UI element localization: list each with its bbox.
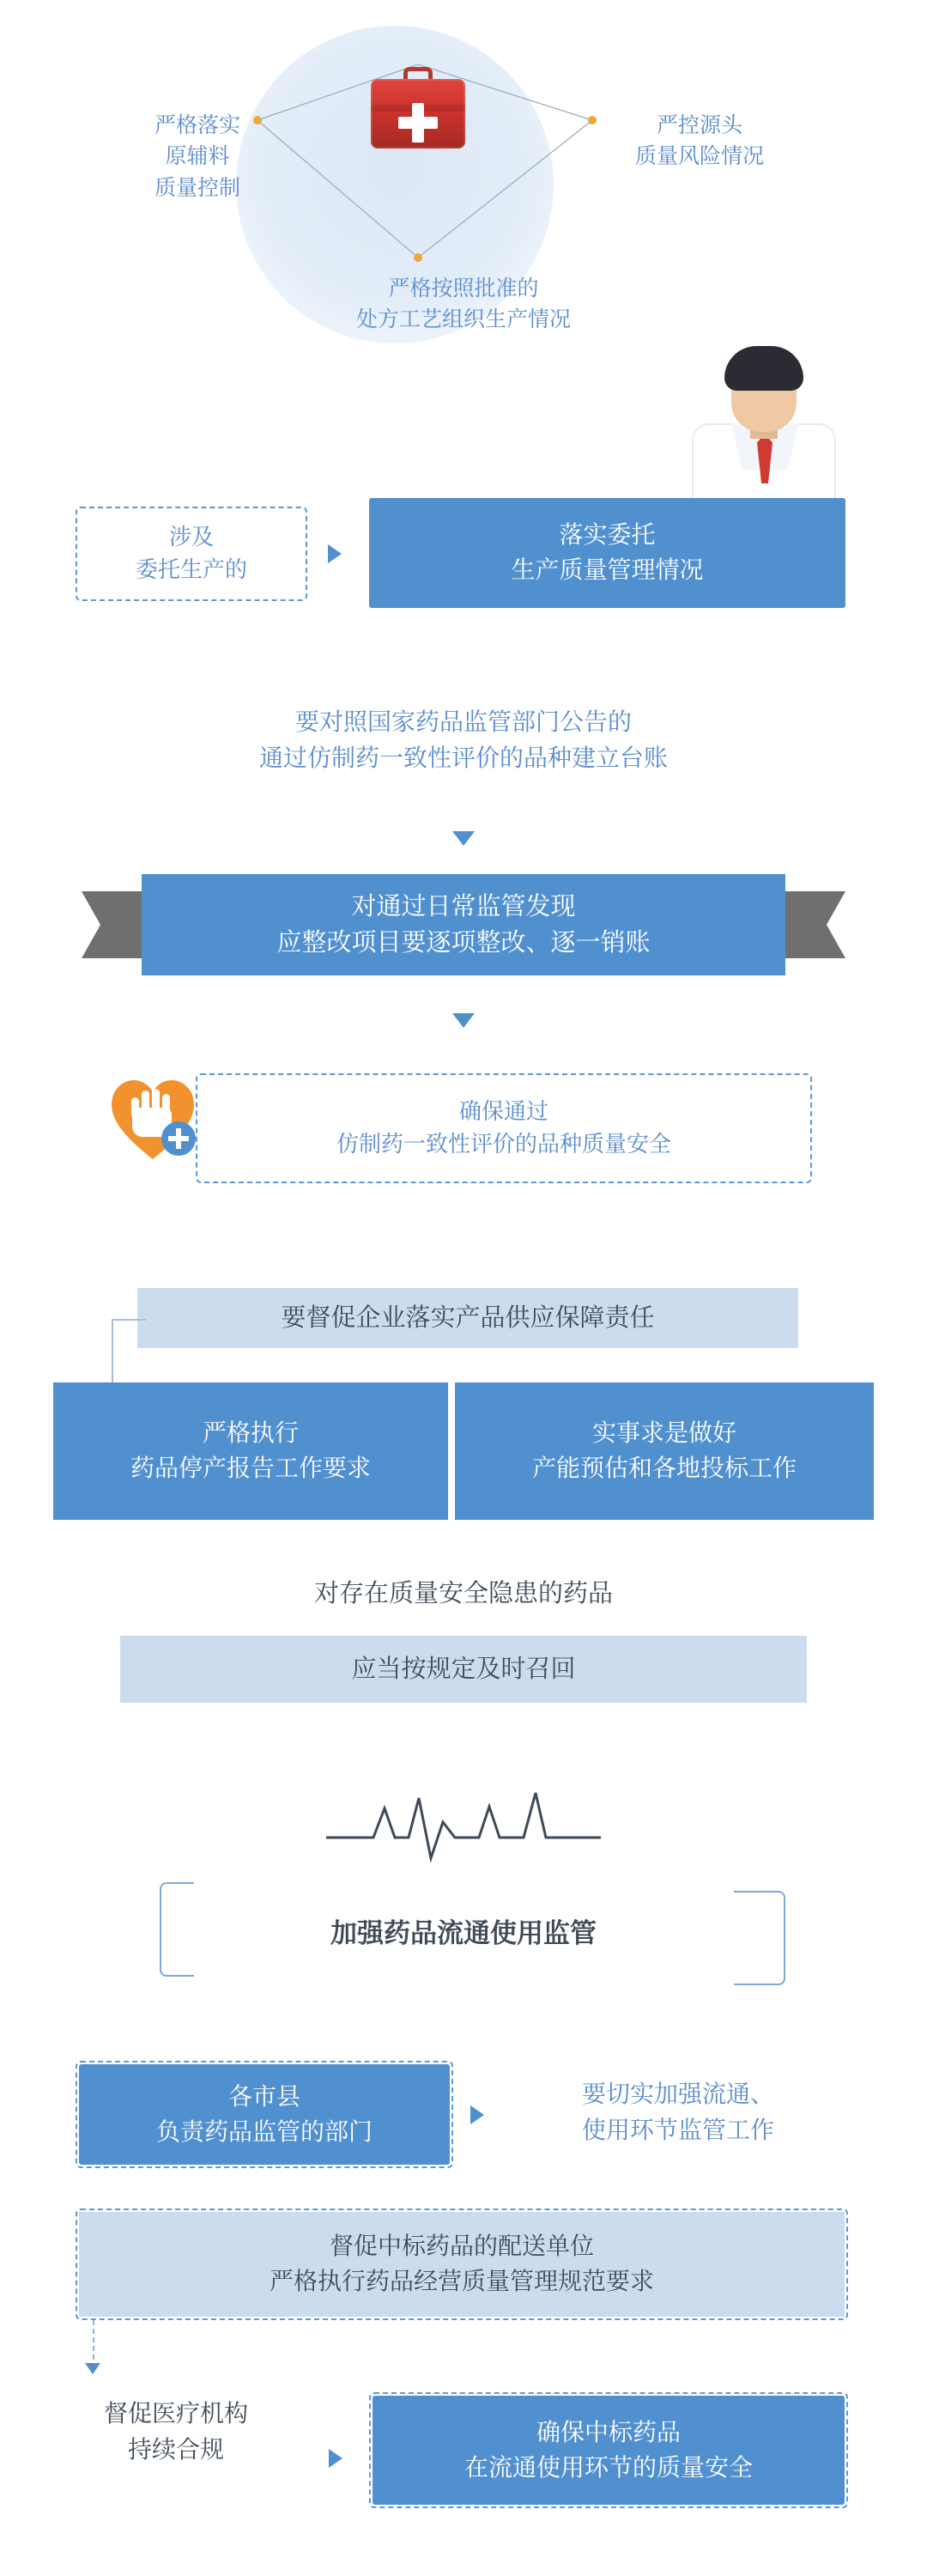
arrow-down-icon: [85, 2363, 100, 2374]
label-approved-process: [283, 273, 644, 336]
label-line: 使用环节监管工作: [581, 2117, 774, 2143]
entrust-condition-box: [76, 507, 307, 601]
doctor-avatar: [687, 331, 841, 502]
supply-responsibility-header: [137, 1288, 798, 1348]
label-line: 严格按照批准的: [388, 276, 539, 301]
ensure-quality-box: [196, 1073, 812, 1183]
arrow-down-icon: [452, 831, 475, 846]
label-line: 对通过日常监管发现: [351, 892, 576, 920]
label-line: 持续合规: [127, 2436, 224, 2463]
heartbeat-line-icon: [326, 1786, 601, 1863]
label-line: 督促医疗机构: [103, 2400, 248, 2427]
label-line: 确保中标药品: [536, 2418, 681, 2445]
recall-box: [120, 1636, 807, 1703]
distributor-requirement-box: [76, 2208, 848, 2320]
entrust-result-box: [369, 498, 845, 608]
label-line: 严格执行药品经营质量管理规范要求: [269, 2268, 654, 2294]
label-line: 确保通过: [458, 1098, 548, 1125]
label-line: 负责药品监管的部门: [155, 2117, 373, 2145]
production-stop-report-box: [53, 1382, 448, 1520]
dashed-connector: [93, 2320, 94, 2368]
label-line: 原辅料: [165, 144, 230, 169]
label-line: 在流通使用环节的质量安全: [464, 2453, 753, 2481]
section-quality-control: [0, 0, 927, 361]
label-line: 处方工艺组织生产情况: [355, 307, 571, 332]
label-source-risk: [601, 110, 798, 173]
label-line: 涉及: [168, 524, 214, 550]
label-line: 生产质量管理情况: [511, 556, 704, 583]
arrow-right-icon: [329, 2449, 342, 2468]
label-line: 要督促企业落实产品供应保障责任: [281, 1303, 655, 1332]
label-line: 严格落实: [154, 113, 240, 137]
label-line: 要对照国家药品监管部门公告的: [294, 708, 632, 735]
label-line: 应整改项目要逐项整改、逐一销账: [276, 929, 651, 957]
label-line: 各市县: [227, 2082, 300, 2110]
label-raw-material-control: [103, 110, 292, 204]
arrow-right-icon: [328, 544, 342, 563]
label-line: 委托生产的: [135, 556, 247, 582]
label-line: 通过仿制药一致性评价的品种建立台账: [258, 744, 668, 771]
final-assurance-box: [369, 2392, 848, 2508]
ribbon-tail-left: [82, 891, 143, 958]
label-line: 督促中标药品的配送单位: [329, 2233, 594, 2260]
label-line: 严控源头: [656, 113, 742, 137]
arrow-down-icon: [452, 1013, 475, 1028]
label-line: 加强药品流通使用监管: [330, 1917, 597, 1948]
label-line: 质量风险情况: [634, 144, 764, 169]
label-line: 药品停产报告工作要求: [130, 1455, 371, 1481]
institution-compliance-note: [34, 2396, 318, 2468]
local-department-box: [76, 2061, 453, 2168]
ledger-note: [120, 704, 807, 776]
medical-briefcase-icon: [371, 67, 465, 149]
bracket-top: [112, 1319, 146, 1321]
label-line: 实事求是做好: [591, 1419, 736, 1447]
label-line: 产能预估和各地投标工作: [531, 1455, 797, 1481]
capacity-bidding-box: [455, 1382, 874, 1520]
label-line: 要切实加强流通、: [581, 2081, 774, 2107]
medical-cross-icon: [161, 1121, 196, 1156]
label-line: 严格执行: [202, 1419, 299, 1447]
rectification-ribbon: [142, 874, 785, 975]
label-line: 对存在质量安全隐患的药品: [313, 1580, 613, 1607]
circulation-supervision-title: [167, 1889, 760, 1971]
label-line: 落实委托: [559, 521, 656, 549]
ribbon-tail-right: [784, 891, 845, 958]
label-line: 仿制药一致性评价的品种质量安全: [336, 1131, 671, 1157]
label-line: 质量控制: [154, 175, 240, 200]
risk-drug-note: [172, 1576, 755, 1613]
arrow-right-icon: [470, 2105, 484, 2124]
label-line: 应当按规定及时召回: [351, 1655, 576, 1683]
circulation-work-note: [506, 2076, 850, 2148]
